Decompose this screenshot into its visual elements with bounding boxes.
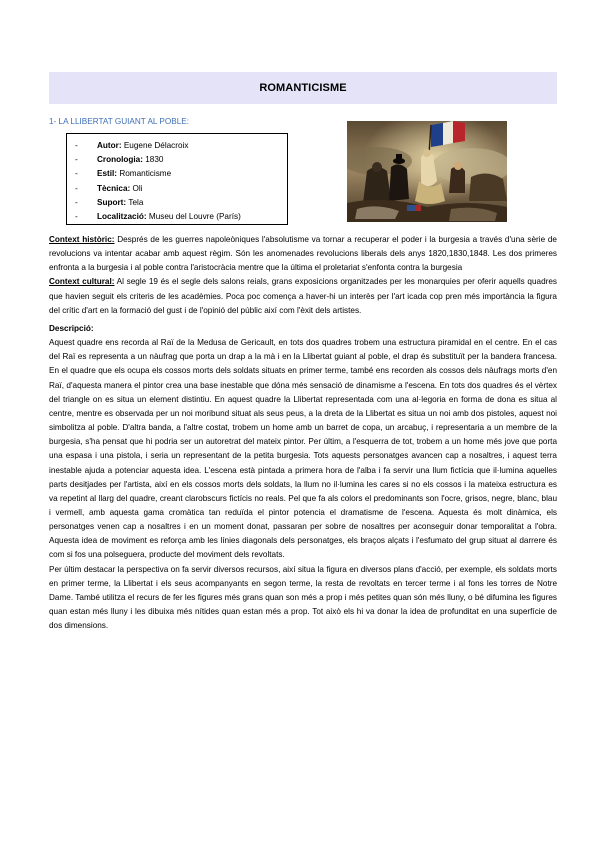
metadata-item: - Estil: Romanticisme	[75, 169, 172, 179]
context-cultural	[49, 275, 557, 317]
metadata-item: - Tècnica: Oli	[75, 183, 143, 193]
descripcio-label: Descripció:	[49, 323, 94, 333]
body-text	[49, 233, 557, 633]
metadata-list	[75, 139, 287, 224]
artwork-metadata-box	[66, 133, 288, 225]
context-historic-label: Context històric:	[49, 235, 115, 244]
context-historic	[49, 233, 557, 275]
painting-liberty-icon	[347, 121, 507, 222]
page-title: ROMANTICISME	[259, 82, 347, 94]
metadata-item: - Localització: Museu del Louvre (París)	[75, 212, 241, 222]
descripcio-paragraph-2: Per últim destacar la perspectiva on fa servir diversos recursos, així situa la figura en diversos plans d'acció, per exemple, els soldats morts en primer terme, la Llibertat i els seus acompanyants en segon terme, la resta de revoltats en tercer terme i al fons les torres de Notre Dame. També utilitza el recurs de fer les figures més grans quan son més a prop i més petites quan són més lluny, o bé difumina les figures quan estan més lluny i les dibuixa més nítides quan estan més a prop. Tot això els hi va donar la idea de profunditat en una superfície de dos dimensions.	[49, 564, 557, 631]
context-cultural-label: Context cultural:	[49, 277, 115, 287]
metadata-item: - Cronologia: 1830	[75, 155, 164, 165]
context-historic-text: Després de les guerres napoleòniques l'absolutisme va tornar a recuperar el poder i la burgesia a través d'una sèrie de revolucions va intentar acabar amb aquest règim. Són les anomenades revolucions liberals dels anys 1820,1830,1848. Les dos primeres enfronta a la burgesia i al poble contra l'aristocràcia mentre que la última el proletariat s'enfonta contra la burgesia	[49, 235, 557, 273]
section-heading: 1- LA LLIBERTAT GUIANT AL POBLE:	[49, 117, 190, 126]
title-banner	[49, 72, 557, 104]
descripcio-paragraph-1: Aquest quadre ens recorda al Raï de la Medusa de Gericault, en tots dos quadres trobem una estructura piramidal en el centre. En el cas del Raï es representa a un nàufrag que porta un drap a la mà i en la Llibertat guiant al poble, el drap és substituït per la bandera francesa. En el quadre que els ocupa els cossos morts dels soldats situats en primer terme, també ens recorden als cossos dels nàufrags morts d'en Raï, d'aquesta manera el pintor crea una base inestable que dóna més sensació de dinamisme a l'escena. En tots dos quadres és el vèrtex del triangle on es situa un element distintiu. En aquest quadre la Llibertat representada com una al·legoria en forma de dona es situa al centre, mentre es observada per un noi moribund situat als seus peus, a la dreta de la Llibertat es situa un noi amb dos pistoles, aquest noi simbolitza al poble. D'altra banda, a l'altre costat, trobem un home amb un barret de copa, un arcabuç, i representaria a un membre de la burgesia, s'ha pensat que hi podria ser un autoretrat del mateix pintor. Per últim, a l'esquerra de tot, trobem a un home més jove que porta una espasa i una pistola, i seria un representant de la petita burgesia. Tots aquests personatges avancen cap a nosaltres, i aquest terra inestable ajuda a potenciar aquesta idea. L'escena està pintada a primera hora de l'alba i fa servir una llum fictícia que il·lumina aquelles parts desitjades per l'artista, així en els cossos morts dels soldats, la llum no il·lumina les cares si no els cossos i la mateixa estructura es va repetint al llarg del quadre, creant clarobscurs fictícis no reals. Pel que fa als colors el predominants son l'ocre, grisos, negre, blanc, blau i vermell, amb aquesta gama cromàtica tan reduïda el pintor potencia el dramatisme de l'escena. Aquesta és molt dinàmica, els personatges venen cap a nosaltres i en un moment donat, passaran per sobre de nosaltres per aconseguir donar temporalitat a l'obra. Aquesta idea de moviment es reforça amb les línies diagonals dels personatges, els braços alçats i l'esfumato del grup situat al darrere és com si fos una polseguera, producte del moviment dels revoltats.	[49, 338, 557, 560]
metadata-item: - Suport: Tela	[75, 197, 144, 207]
context-cultural-text: Al segle 19 és el segle dels salons reials, grans exposicions organitzades per les monarquies per oferir aquells quadres que havien seguit els criteris de les acadèmies. Poca poc comença a haver-hi un interès per l'art icada cop pren més importància la figura del crític d'art en la formació del gust i de l'opinió del públic així com l'èxit dels artistes.	[49, 277, 557, 315]
metadata-item: - Autor: Eugene Délacroix	[75, 141, 189, 150]
painting-image	[347, 121, 507, 222]
